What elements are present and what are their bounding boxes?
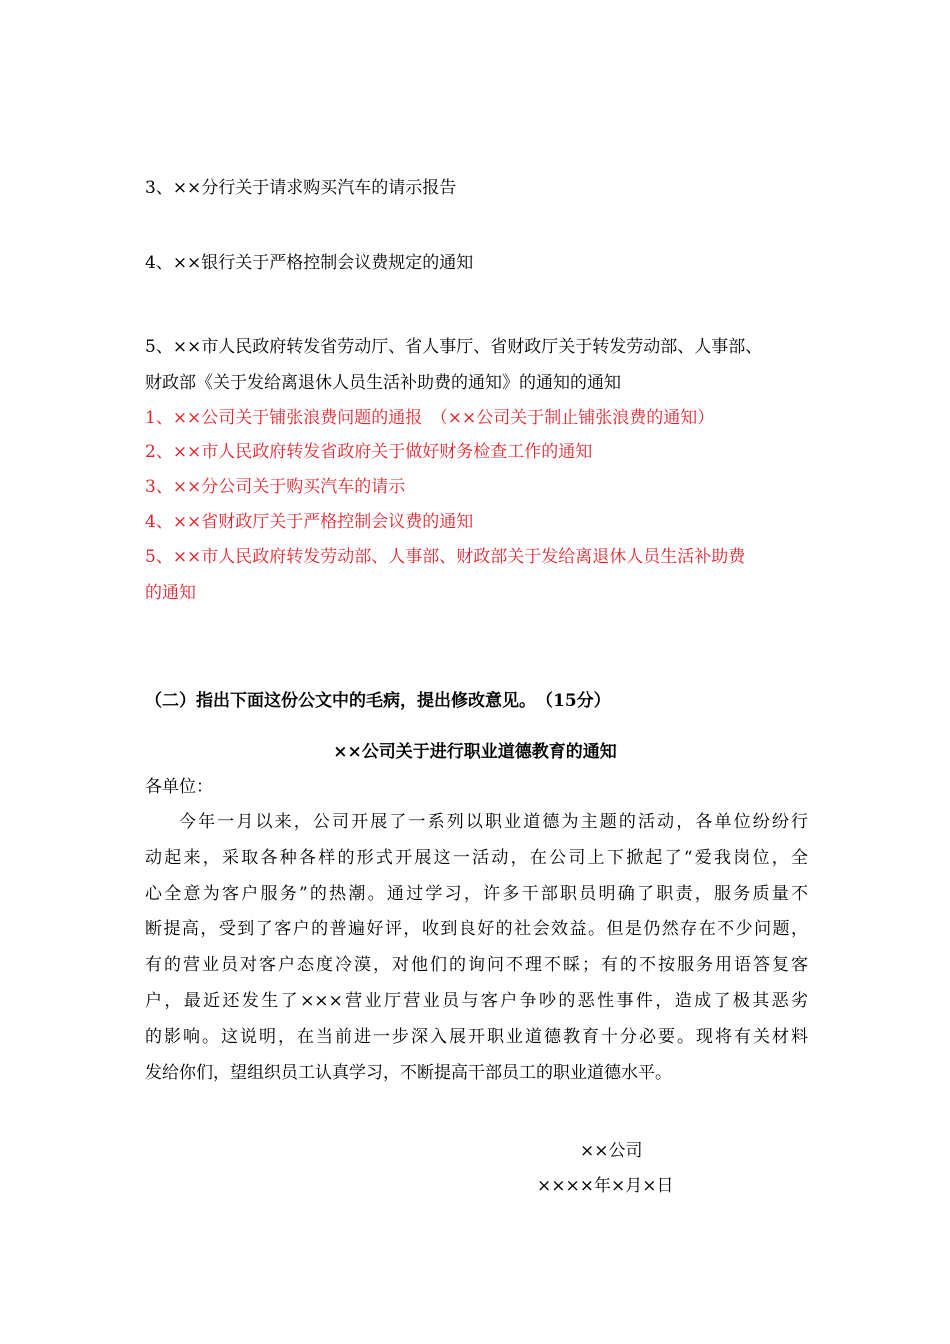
corrected-title-5-line-1: 5、××市人民政府转发劳动部、人事部、财政部关于发给离退休人员生活补助费: [145, 547, 746, 567]
original-title-3: 3、××分行关于请求购买汽车的请示报告: [145, 178, 457, 198]
date: ××××年×月×日: [537, 1176, 674, 1196]
body-line-3: 心全意为客户服务”的热潮。通过学习，许多干部职员明确了职责，服务质量不: [145, 884, 808, 904]
body-line-1: 今年一月以来，公司开展了一系列以职业道德为主题的活动，各单位纷纷行: [179, 812, 808, 832]
signature: ××公司: [580, 1141, 643, 1161]
body-line-8: 发给你们，望组织员工认真学习，不断提高干部员工的职业道德水平。: [145, 1063, 672, 1083]
document-title: ××公司关于进行职业道德教育的通知: [333, 742, 617, 762]
salutation: 各单位：: [145, 777, 213, 797]
corrected-title-4: 4、××省财政厅关于严格控制会议费的通知: [145, 512, 474, 532]
corrected-title-5-line-2: 的通知: [145, 583, 196, 603]
body-line-6: 户，最近还发生了×××营业厅营业员与客户争吵的恶性事件，造成了极其恶劣: [145, 991, 808, 1011]
original-title-4: 4、××银行关于严格控制会议费规定的通知: [145, 253, 474, 273]
corrected-title-1: 1、××公司关于铺张浪费问题的通报 （××公司关于制止铺张浪费的通知）: [145, 408, 715, 428]
original-title-5-line-2: 财政部《关于发给离退休人员生活补助费的通知》的通知的通知: [145, 373, 621, 393]
section-heading: （二）指出下面这份公文中的毛病，提出修改意见。 （15分）: [145, 691, 611, 711]
corrected-title-3: 3、××分公司关于购买汽车的请示: [145, 477, 406, 497]
body-line-2: 动起来，采取各种各样的形式开展这一活动，在公司上下掀起了“爱我岗位，全: [145, 848, 808, 868]
body-line-7: 的影响。这说明，在当前进一步深入展开职业道德教育十分必要。现将有关材料: [145, 1027, 808, 1047]
original-title-5-line-1: 5、××市人民政府转发省劳动厅、省人事厅、省财政厅关于转发劳动部、人事部、: [145, 337, 763, 357]
body-line-4: 断提高，受到了客户的普遍好评，收到良好的社会效益。但是仍然存在不少问题，: [145, 919, 808, 939]
body-line-5: 有的营业员对客户态度冷漠，对他们的询问不理不睬；有的不按服务用语答复客: [145, 955, 808, 975]
corrected-title-2: 2、××市人民政府转发省政府关于做好财务检查工作的通知: [145, 442, 593, 462]
